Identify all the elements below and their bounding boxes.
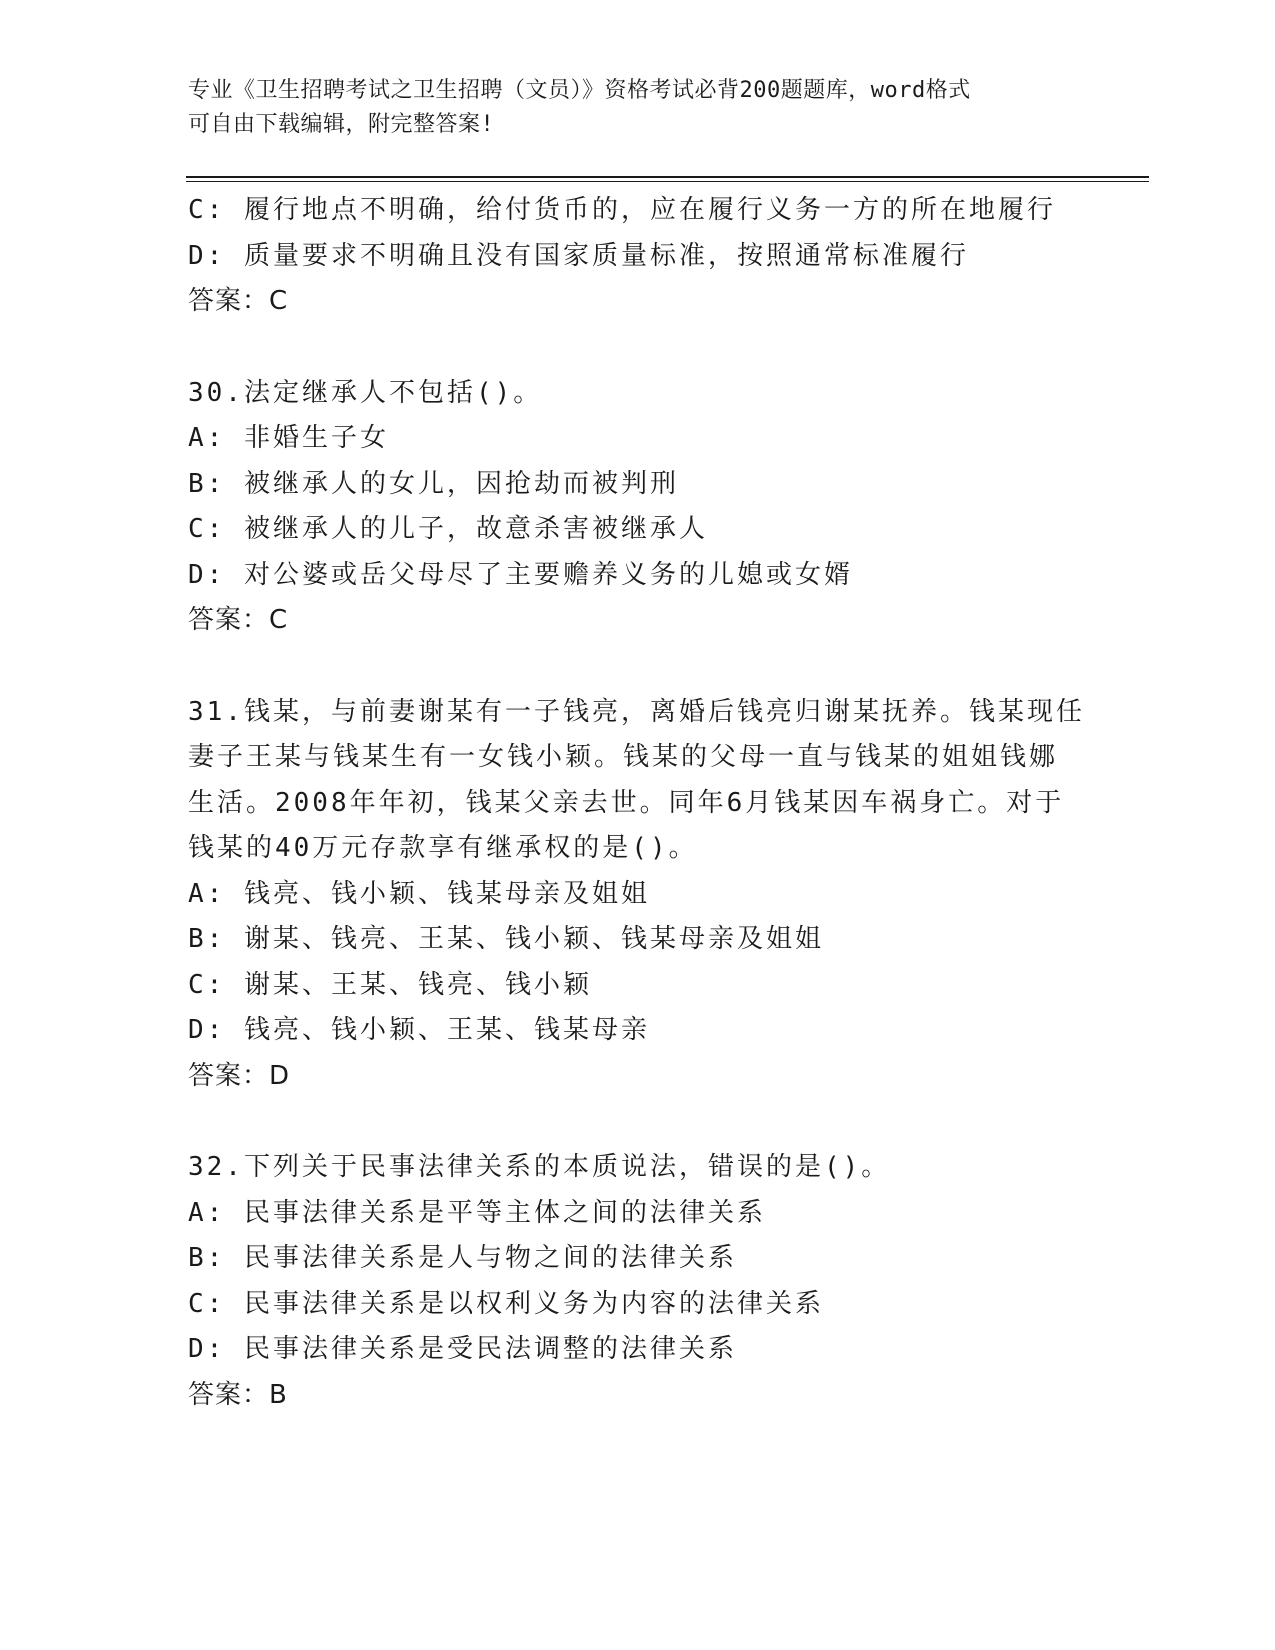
question-stem-line-3: 生活。2008年年初，钱某父亲去世。同年6月钱某因车祸身亡。对于	[188, 787, 1065, 818]
question-31	[188, 690, 1088, 1100]
answer: 答案：C	[188, 286, 289, 316]
option-c: C: 谢某、王某、钱亮、钱小颖	[188, 969, 592, 1000]
option-d: D: 钱亮、钱小颖、王某、钱某母亲	[188, 1015, 650, 1045]
option-c: C: 履行地点不明确，给付货币的，应在履行义务一方的所在地履行	[188, 195, 1056, 225]
header-divider-thin	[186, 181, 1149, 182]
question-stem-line-2: 妻子王某与钱某生有一女钱小颖。钱某的父母一直与钱某的姐姐钱娜	[188, 742, 1059, 772]
question-32	[188, 1145, 1088, 1418]
question-list	[188, 188, 1088, 1418]
spacer	[188, 325, 1088, 371]
document-header	[188, 74, 1068, 142]
option-a: A: 民事法律关系是平等主体之间的法律关系	[188, 1197, 766, 1228]
question-29-continued	[188, 188, 1088, 325]
spacer	[188, 1099, 1088, 1145]
option-d: D: 民事法律关系是受民法调整的法律关系	[188, 1334, 737, 1364]
spacer	[188, 644, 1088, 690]
option-d: D: 对公婆或岳父母尽了主要赡养义务的儿媳或女婿	[188, 559, 853, 590]
option-c: C: 民事法律关系是以权利义务为内容的法律关系	[188, 1288, 824, 1319]
question-30	[188, 371, 1088, 644]
header-title-line-2: 可自由下载编辑，附完整答案!	[188, 112, 495, 137]
answer: 答案：C	[188, 605, 289, 635]
option-c: C: 被继承人的儿子，故意杀害被继承人	[188, 514, 708, 544]
question-stem-line-4: 钱某的40万元存款享有继承权的是()。	[188, 833, 698, 863]
header-title-line-1: 专业《卫生招聘考试之卫生招聘（文员）》资格考试必背200题题库，word格式	[188, 78, 971, 103]
option-b: B: 被继承人的女儿，因抢劫而被判刑	[188, 468, 679, 499]
option-b: B: 民事法律关系是人与物之间的法律关系	[188, 1243, 737, 1273]
option-a: A: 钱亮、钱小颖、钱某母亲及姐姐	[188, 878, 650, 909]
answer: 答案：D	[188, 1060, 291, 1091]
option-a: A: 非婚生子女	[188, 423, 389, 453]
question-stem-line-1: 31.钱某，与前妻谢某有一子钱亮，离婚后钱亮归谢某抚养。钱某现任	[188, 696, 1085, 727]
option-b: B: 谢某、钱亮、王某、钱小颖、钱某母亲及姐姐	[188, 924, 824, 954]
header-divider-thick	[186, 176, 1149, 178]
answer: 答案：B	[188, 1379, 288, 1410]
question-stem: 32.下列关于民事法律关系的本质说法，错误的是()。	[188, 1152, 891, 1182]
question-stem: 30.法定继承人不包括()。	[188, 377, 543, 408]
option-d: D: 质量要求不明确且没有国家质量标准，按照通常标准履行	[188, 240, 969, 271]
